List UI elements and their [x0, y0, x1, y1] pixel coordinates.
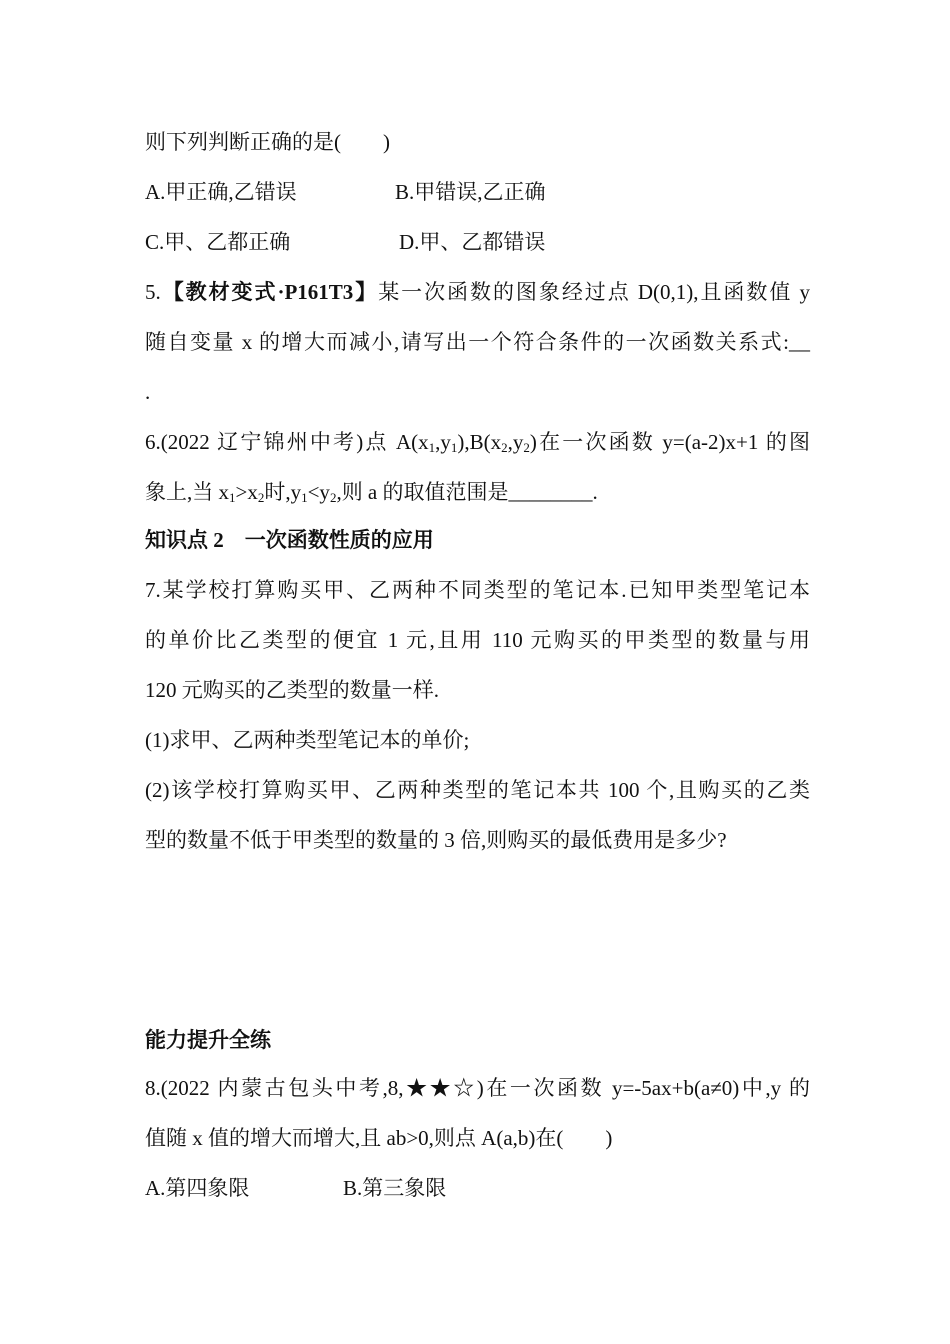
section-heading-knowledge-point-2: 知识点 2 一次函数性质的应用 — [145, 528, 434, 552]
q5-line-3: . — [145, 380, 151, 404]
q8-option-a: A.第四象限 — [145, 1176, 250, 1200]
q8-line-1: 8.(2022 内蒙古包头中考,8,★★☆)在一次函数 y=-5ax+b(a≠0)中,y 的 — [145, 1076, 810, 1100]
q5-number: 5. — [145, 280, 161, 304]
q4-option-d: D.甲、乙都错误 — [399, 230, 546, 254]
q8-options-row-1 — [145, 1174, 810, 1202]
q5-line-1 — [145, 278, 810, 306]
q5-line-2: 随自变量 x 的增大而减小,请写出一个符合条件的一次函数关系式:__ — [145, 330, 810, 354]
q7-line-3: 120 元购买的乙类型的数量一样. — [145, 678, 439, 702]
q4-option-c: C.甲、乙都正确 — [145, 230, 291, 254]
q8-line-2: 值随 x 值的增大而增大,且 ab>0,则点 A(a,b)在( ) — [145, 1126, 613, 1150]
q5-tag: 【教材变式·P161T3】 — [160, 280, 379, 304]
section-heading-ability: 能力提升全练 — [145, 1028, 271, 1052]
q7-part-2-line-1: (2)该学校打算购买甲、乙两种类型的笔记本共 100 个,且购买的乙类 — [145, 778, 810, 802]
q7-line-2: 的单价比乙类型的便宜 1 元,且用 110 元购买的甲类型的数量与用 — [145, 628, 810, 652]
q6-line-1: 6.(2022 辽宁锦州中考)点 $A(x_1,y_1),B(x_2,y_2)$在一次函数 y=(a-2)x+1 的图 — [145, 430, 810, 455]
q4-option-a: A.甲正确,乙错误 — [145, 180, 297, 204]
q4-option-b: B.甲错误,乙正确 — [395, 180, 546, 204]
q4-options-row-2 — [145, 228, 810, 256]
q7-part-1: (1)求甲、乙两种类型笔记本的单价; — [145, 728, 470, 752]
q5-line-1-text: 某一次函数的图象经过点 D(0,1),且函数值 y — [378, 280, 810, 304]
q4-stem-tail: 则下列判断正确的是( ) — [145, 130, 390, 154]
q4-options-row-1 — [145, 178, 810, 206]
q7-part-2-line-2: 型的数量不低于甲类型的数量的 3 倍,则购买的最低费用是多少? — [145, 828, 727, 852]
q6-line-2: 象上,当 $x_1>x_2$时$,y_1<y_2$,则 a 的取值范围是________. — [145, 480, 598, 505]
q8-option-b: B.第三象限 — [343, 1176, 447, 1200]
q7-line-1: 7.某学校打算购买甲、乙两种不同类型的笔记本.已知甲类型笔记本 — [145, 578, 810, 602]
